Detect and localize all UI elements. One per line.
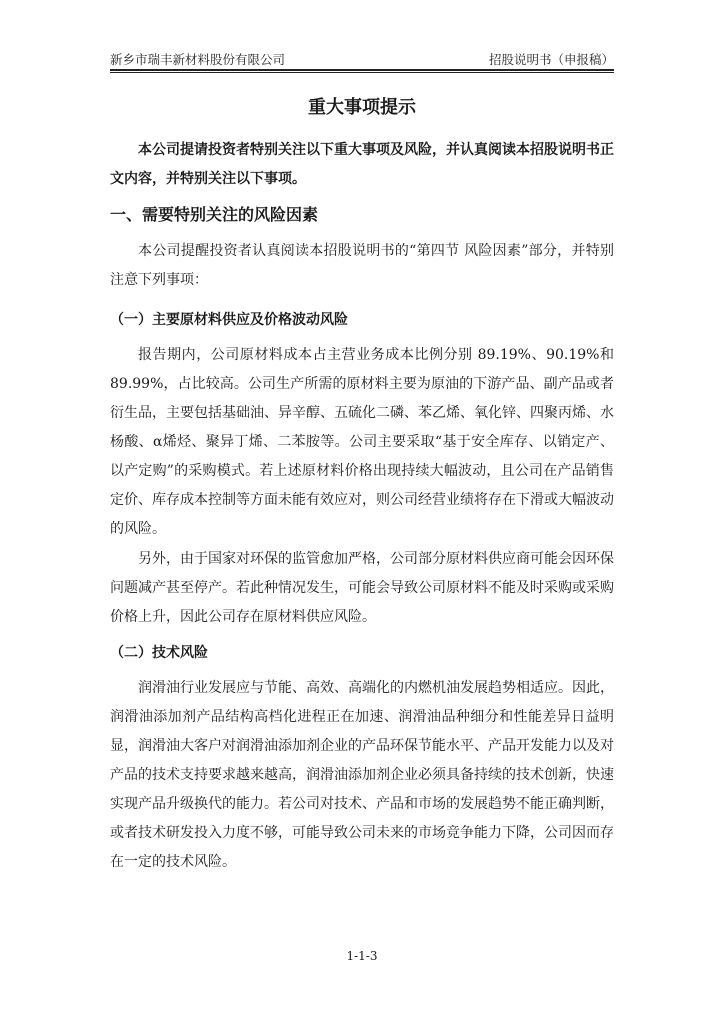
raw-materials-paragraph-2: 另外，由于国家对环保的监管愈加严格，公司部分原材料供应商可能会因环保问题减产甚至停产。若此种情况发生，可能会导致公司原材料不能及时采购或采购价格上升，因此公司存在原材料供应风险。 <box>110 551 614 625</box>
section-intro-paragraph: 本公司提醒投资者认真阅读本招股说明书的“第四节 风险因素”部分，并特别注意下列事项： <box>110 243 614 288</box>
technology-risk-paragraph: 润滑油行业发展应与节能、高效、高端化的内燃机油发展趋势相适应。因此，润滑油添加剂产品结构高档化进程正在加速、润滑油品种细分和性能差异日益明显，润滑油大客户对润滑油添加剂企业的产品环保节能水平、产品开发能力以及对产品的技术支持要求越来越高，润滑油添加剂企业必须具备持续的技术创新，快速实现产品升级换代的能力。若公司对技术、产品和市场的发展趋势不能正确判断，或者技术研发投入力度不够，可能导致公司未来的市场竞争能力下降，公司因而存在一定的技术风险。 <box>110 680 614 870</box>
intro-paragraph: 本公司提请投资者特别关注以下重大事项及风险，并认真阅读本招股说明书正文内容，并特别关注以下事项。 <box>110 142 614 187</box>
subsection-heading-technology: （二）技术风险 <box>110 645 208 661</box>
section-heading-risk-factors: 一、需要特别关注的风险因素 <box>110 205 319 224</box>
page-title: 重大事项提示 <box>308 97 416 118</box>
header-rule-thin <box>110 72 614 73</box>
header-rule-thick <box>110 69 614 71</box>
page-header <box>110 50 614 70</box>
subsection-heading-raw-materials: （一）主要原材料供应及价格波动风险 <box>110 312 348 328</box>
raw-materials-paragraph-1: 报告期内，公司原材料成本占主营业务成本比例分别 89.19%、90.19%和89.99%，占比较高。公司生产所需的原材料主要为原油的下游产品、副产品或者衍生品，主要包括基础油、异辛醇、五硫化二磷、苯乙烯、氧化锌、四聚丙烯、水杨酸、α烯烃、聚异丁烯、二苯胺等。公司主要采取“基于安全库存、以销定产、以产定购”的采购模式。若上述原材料价格出现持续大幅波动，且公司在产品销售定价、库存成本控制等方面未能有效应对，则公司经营业绩将存在下滑或大幅波动的风险。 <box>110 347 614 537</box>
header-company-name: 新乡市瑞丰新材料股份有限公司 <box>110 52 286 67</box>
page-number: 1-1-3 <box>346 949 378 963</box>
header-document-type: 招股说明书（申报稿） <box>488 52 614 67</box>
